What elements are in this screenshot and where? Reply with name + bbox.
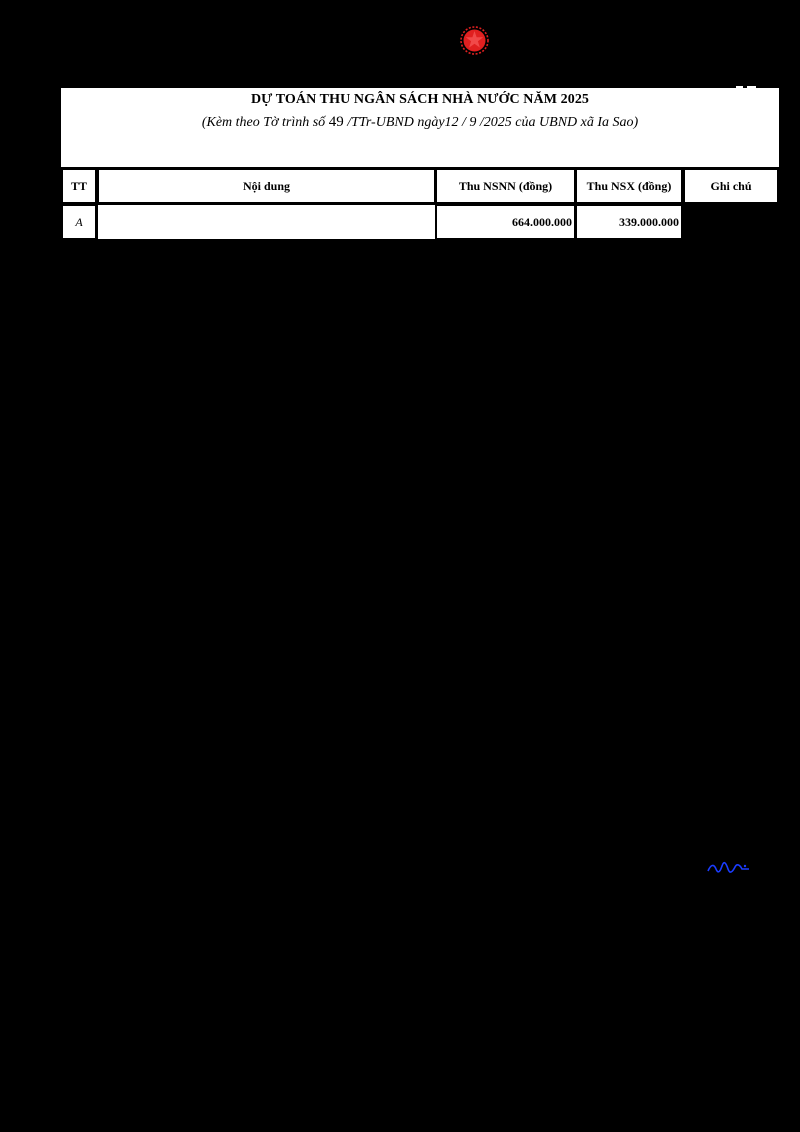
submission-day: 12 bbox=[444, 115, 459, 130]
col-header-tt: TT bbox=[62, 169, 96, 203]
subtitle-suffix: /2025 của UBND xã Ia Sao) bbox=[476, 115, 639, 130]
col-header-nsx: Thu NSX (đồng) bbox=[576, 169, 682, 203]
col-header-content: Nội dung bbox=[98, 169, 435, 203]
col-header-nsnn: Thu NSNN (đồng) bbox=[436, 169, 575, 203]
table-row-nsnn: 664.000.000 bbox=[436, 205, 575, 239]
col-header-note: Ghi chú bbox=[684, 169, 778, 203]
document-header bbox=[61, 88, 779, 167]
red-seal-icon bbox=[459, 26, 490, 55]
table-row-content bbox=[98, 205, 435, 239]
table-row-tt: A bbox=[62, 205, 96, 239]
subtitle-prefix: (Kèm theo Tờ trình số bbox=[201, 115, 329, 130]
submission-number: 49 bbox=[328, 114, 344, 130]
table-row-nsx: 339.000.000 bbox=[576, 205, 682, 239]
digital-signature-mark bbox=[707, 860, 751, 874]
document-subtitle bbox=[61, 114, 779, 131]
document-title: DỰ TOÁN THU NGÂN SÁCH NHÀ NƯỚC NĂM 2025 bbox=[250, 92, 590, 107]
date-separator: / bbox=[458, 115, 470, 130]
subtitle-middle: /TTr-UBND ngày bbox=[343, 115, 445, 130]
submission-month: 9 bbox=[469, 115, 477, 130]
